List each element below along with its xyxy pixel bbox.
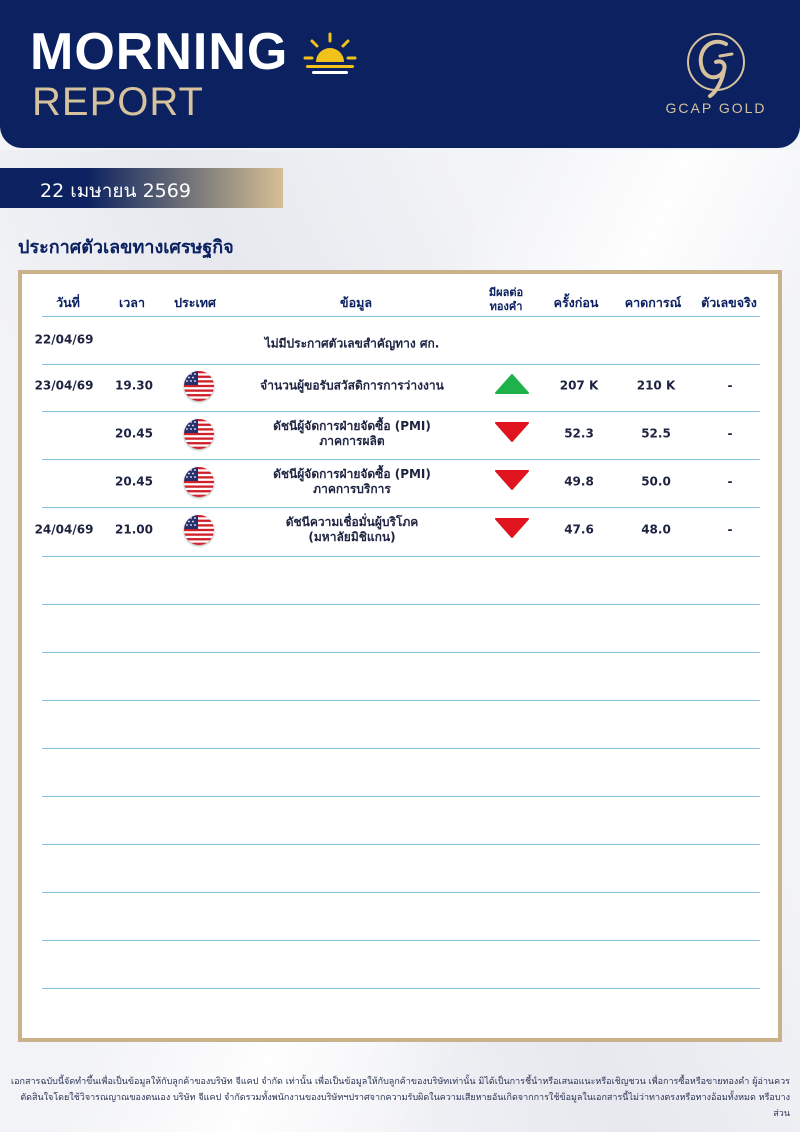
row-time: 20.45 <box>115 474 153 489</box>
row-divider <box>42 411 760 412</box>
column-header-country: ประเทศ <box>174 295 216 310</box>
gcap-logo-icon <box>682 26 750 98</box>
report-date: 22 เมษายน 2569 <box>40 180 191 202</box>
row-divider <box>42 700 760 701</box>
column-header-previous: ครั้งก่อน <box>553 295 599 310</box>
row-info <box>260 379 444 394</box>
row-forecast: 48.0 <box>641 522 671 537</box>
column-header-forecast: คาดการณ์ <box>624 295 682 310</box>
row-info-line: ภาคการบริการ <box>313 482 391 496</box>
row-previous: 52.3 <box>564 426 594 441</box>
row-time: 21.00 <box>115 522 153 537</box>
row-info-line: ดัชนีผู้จัดการฝ่ายจัดซื้อ (PMI) <box>273 419 431 433</box>
row-divider <box>42 364 760 365</box>
row-date: 22/04/69 <box>34 332 94 347</box>
row-divider <box>42 748 760 749</box>
us-flag-icon <box>184 515 214 545</box>
column-header-gold-impact <box>489 286 523 314</box>
row-divider <box>42 556 760 557</box>
row-info <box>286 515 419 545</box>
row-divider <box>42 940 760 941</box>
row-divider <box>42 604 760 605</box>
row-info-line: ไม่มีประกาศตัวเลขสำคัญทาง ศก. <box>264 336 440 351</box>
impact-down-arrow-icon <box>494 517 530 543</box>
row-previous: 207 K <box>559 378 599 393</box>
row-info <box>265 337 440 352</box>
row-date: 24/04/69 <box>34 522 94 537</box>
disclaimer-line-1: เอกสารฉบับนี้จัดทำขึ้นเพื่อเป็นข้อมูลให้กับลูกค้าของบริษัท จีแคป จำกัด เท่านั้น เพื่อเป็นข้อมูลให้กับลูกค้าของบริษัทเท่านั้น มิได้เป็นการชี้นำหรือเสนอแนะหรือเชิญชวน เพื่อการซื้อหรือขายทองคำ ผู้อ่านควร <box>11 1077 790 1087</box>
column-header-info: ข้อมูล <box>340 295 372 310</box>
row-forecast: 50.0 <box>641 474 671 489</box>
row-time: 20.45 <box>115 426 153 441</box>
row-divider <box>42 844 760 845</box>
impact-down-arrow-icon <box>494 469 530 495</box>
economic-calendar-table <box>18 270 782 1042</box>
row-divider <box>42 316 760 317</box>
row-date: 23/04/69 <box>34 378 94 393</box>
report-subtitle: REPORT <box>32 80 204 124</box>
column-header-gold-impact-line1: มีผลต่อ <box>488 286 524 299</box>
row-actual: - <box>727 474 733 489</box>
column-header-gold-impact-line2: ทองคำ <box>489 300 523 313</box>
row-info-line: ภาคการผลิต <box>319 434 385 448</box>
impact-down-arrow-icon <box>494 421 530 447</box>
row-info-line: (มหาลัยมิชิแกน) <box>308 530 396 544</box>
us-flag-icon <box>184 467 214 497</box>
row-forecast: 52.5 <box>641 426 671 441</box>
row-info <box>273 467 431 497</box>
row-divider <box>42 892 760 893</box>
us-flag-icon <box>184 419 214 449</box>
row-divider <box>42 796 760 797</box>
column-header-actual: ตัวเลขจริง <box>701 295 757 310</box>
row-info-line: ดัชนีผู้จัดการฝ่ายจัดซื้อ (PMI) <box>273 467 431 481</box>
column-header-time: เวลา <box>119 295 145 310</box>
impact-up-arrow-icon <box>494 373 530 399</box>
row-actual: - <box>727 426 733 441</box>
row-divider <box>42 459 760 460</box>
brand-name: GCAP GOLD <box>665 100 767 116</box>
report-header <box>0 0 800 148</box>
column-header-date: วันที่ <box>56 295 80 310</box>
sunrise-icon <box>302 32 358 76</box>
row-info-line: จำนวนผู้ขอรับสวัสดิการการว่างงาน <box>260 378 444 393</box>
row-info-line: ดัชนีความเชื่อมั่นผู้บริโภค <box>285 515 419 529</box>
row-info <box>273 419 431 449</box>
row-time: 19.30 <box>115 378 153 393</box>
disclaimer-line-2: ตัดสินใจโดยใช้วิจารณญาณของตนเอง บริษัท จีแคป จำกัดรวมทั้งพนักงานของบริษัทฯปราศจากความรับผิดในความเสียหายอันเกิดจากการใช้ข้อมูลในเอกสารนี้ไม่ว่าทางตรงหรือทางอ้อมทั้งหมด หรือบางส่วน <box>20 1093 790 1119</box>
date-banner <box>0 168 283 208</box>
row-divider <box>42 652 760 653</box>
row-forecast: 210 K <box>636 378 676 393</box>
row-previous: 47.6 <box>564 522 594 537</box>
row-divider <box>42 507 760 508</box>
us-flag-icon <box>184 371 214 401</box>
row-actual: - <box>727 378 733 393</box>
section-title: ประกาศตัวเลขทางเศรษฐกิจ <box>18 237 234 258</box>
report-title: MORNING <box>30 23 289 81</box>
row-previous: 49.8 <box>564 474 594 489</box>
disclaimer <box>10 1074 790 1122</box>
row-actual: - <box>727 522 733 537</box>
row-divider <box>42 988 760 989</box>
